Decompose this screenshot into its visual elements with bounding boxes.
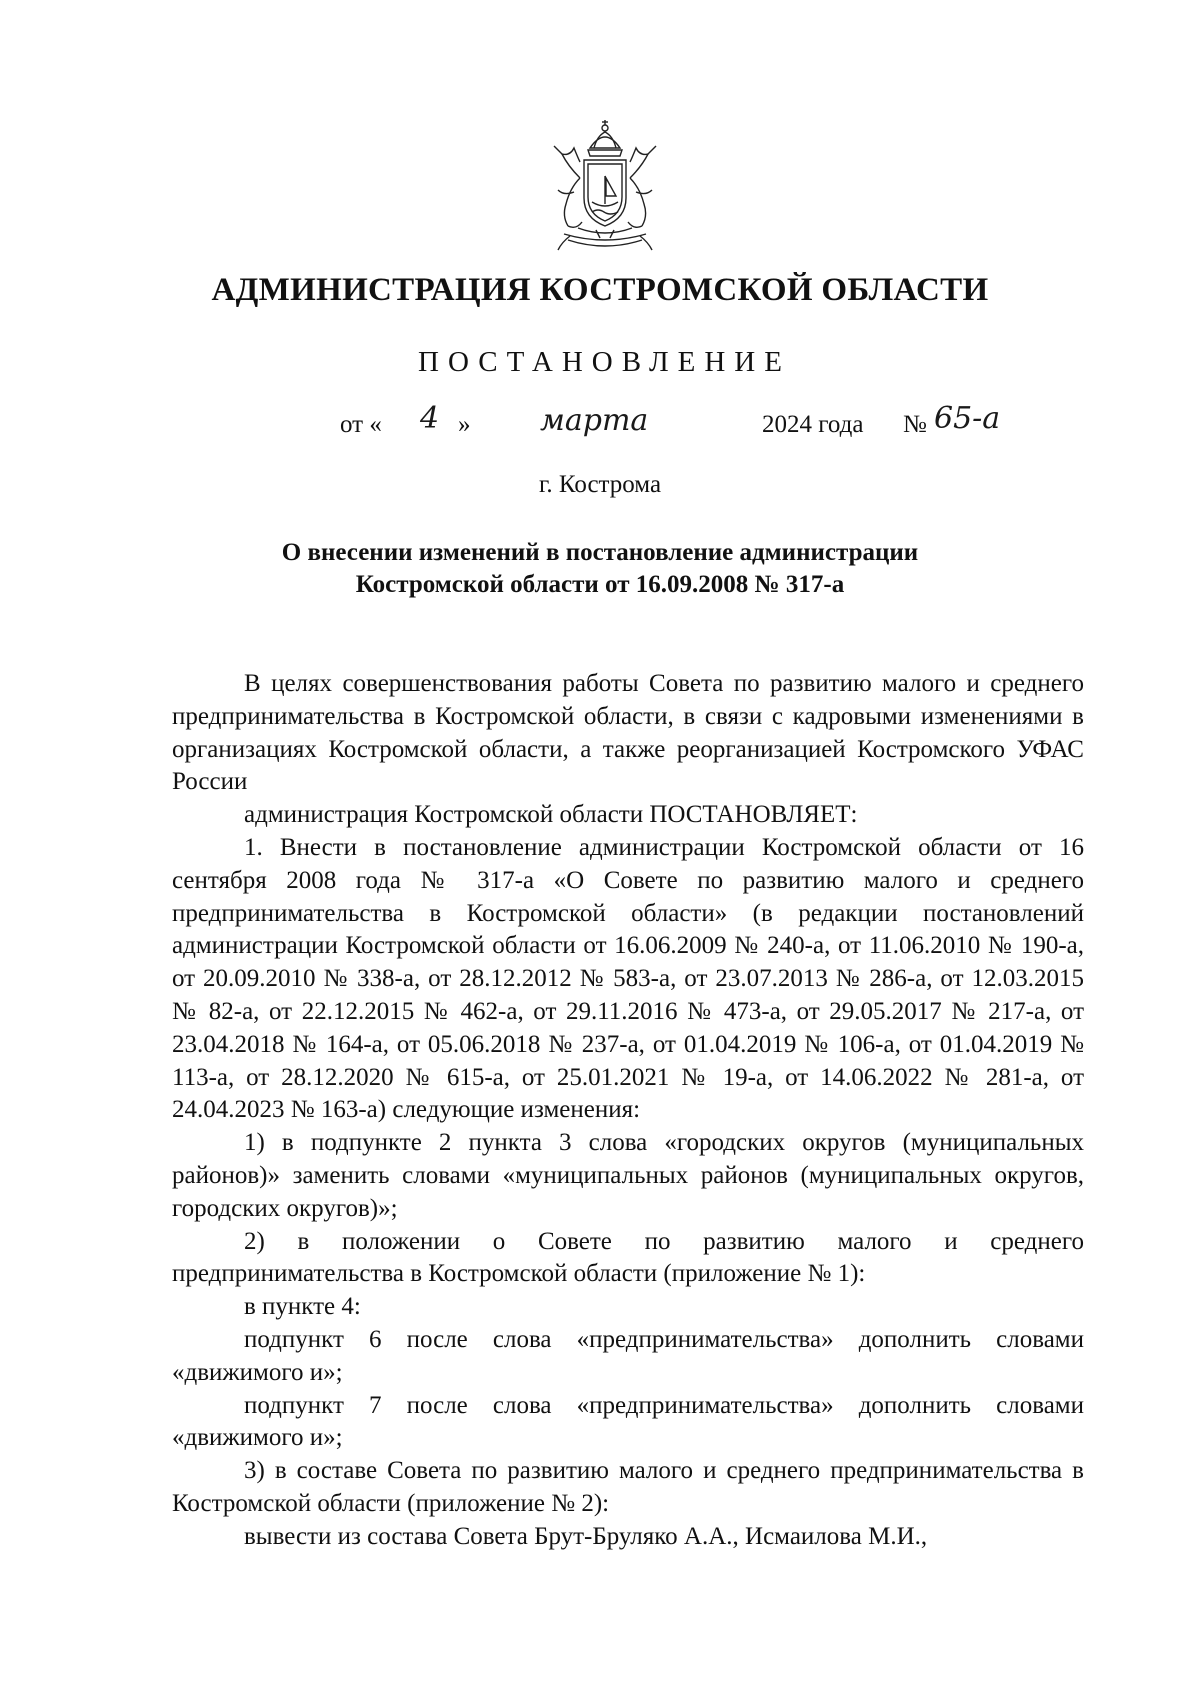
paragraph: 2) в положении о Совете по развитию малого и среднего предпринимательства в Костромской области (приложение № 1): — [172, 1227, 1084, 1288]
paragraph: администрация Костромской области ПОСТАНОВЛЯЕТ: — [244, 801, 858, 829]
date-month-handwritten: марта — [540, 403, 649, 438]
paragraph: в пункте 4: — [244, 1293, 361, 1321]
paragraph: 3) в составе Совета по развитию малого и среднего предпринимательства в Костромской области (приложение № 2): — [172, 1457, 1084, 1517]
paragraph: подпункт 7 после слова «предпринимательства» дополнить словами «движимого и»; — [172, 1391, 1084, 1452]
date-line — [0, 401, 1200, 451]
paragraph: вывести из состава Совета Брут-Бруляко А.А., Исмаилова М.И., — [244, 1522, 928, 1550]
subject-line-1: О внесении изменений в постановление администрации — [281, 539, 919, 566]
document-number-handwritten: 65-а — [934, 401, 1001, 436]
date-year: 2024 года — [762, 411, 864, 438]
paragraph: подпункт 6 после слова «предпринимательства» дополнить словами «движимого и»; — [172, 1325, 1084, 1386]
paragraph: 1) в подпункте 2 пункта 3 слова «городских округов (муниципальных районов)» заменить словами «муниципальных районов (муниципальных округов, городских округов)»; — [172, 1129, 1084, 1222]
document-subject — [0, 537, 1200, 601]
place-of-issue: г. Кострома — [538, 471, 662, 498]
organization-title: АДМИНИСТРАЦИЯ КОСТРОМСКОЙ ОБЛАСТИ — [211, 272, 989, 308]
date-prefix: от « — [340, 411, 382, 438]
subject-line-2: Костромской области от 16.09.2008 № 317-а — [355, 571, 845, 598]
document-body — [172, 668, 1084, 1554]
paragraph: В целях совершенствования работы Совета по развитию малого и среднего предпринимательства в Костромской области, в связи с кадровыми изменениями в организациях Костромской области, а также реорганизацией Костромского УФАС России — [172, 670, 1084, 796]
coat-of-arms-icon — [540, 118, 670, 258]
date-day-handwritten: 4 — [420, 401, 440, 436]
document-type-heading: ПОСТАНОВЛЕНИЕ — [418, 346, 791, 378]
date-day-close: » — [458, 411, 471, 438]
paragraph: 1. Внести в постановление администрации Костромской области от 16 сентября 2008 года № 317-а «О Совете по развитию малого и среднего предпринимательства в Костромской области» (в редакции постановлений администрации Костромской области от 16.06.2009 № 240-а, от 11.06.2010 № 190-а, от 20.09.2010 № 338-а, от 28.12.2012 № 583-а, от 23.07.2013 № 286-а, от 12.03.2015 № 82-а, от 22.12.2015 № 462-а, от 29.11.2016 № 473-а, от 29.05.2017 № 217-а, от 23.04.2018 № 164-а, от 05.06.2018 № 237-а, от 01.04.2019 № 106-а, от 01.04.2019 № 113-а, от 28.12.2020 № 615-а, от 25.01.2021 № 19-а, от 14.06.2022 № 281-а, от 24.04.2023 № 163-а) следующие изменения: — [172, 833, 1084, 1124]
number-sign: № — [903, 411, 927, 438]
